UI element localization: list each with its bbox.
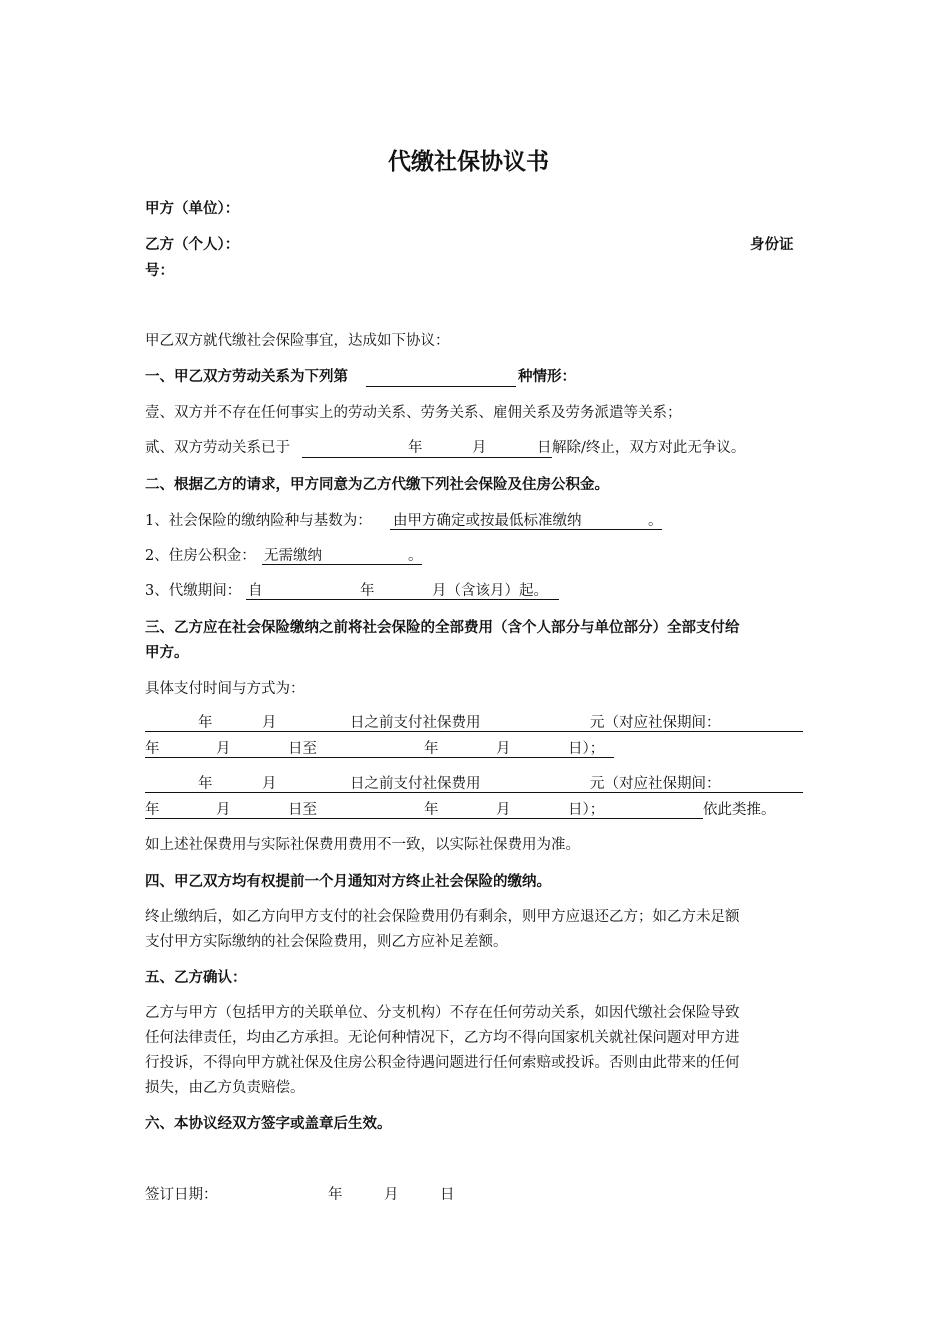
pay-year: 年 xyxy=(198,776,213,792)
section-2-item-3: 3、代缴期间： xyxy=(145,583,242,599)
pay-period-month: 月 xyxy=(216,802,231,818)
signing-day: 日 xyxy=(440,1187,455,1203)
section-2-heading: 二、根据乙方的请求，甲方同意为乙方代缴下列社会保险及住房公积金。 xyxy=(145,477,609,493)
blank-underline xyxy=(390,529,662,530)
party-b-label: 乙方（个人）： xyxy=(145,237,240,253)
section-5-heading: 五、乙方确认： xyxy=(145,970,247,986)
payment-intro: 具体支付时间与方式为： xyxy=(145,681,305,697)
fee-note: 如上述社保费用与实际社保费用费用不一致，以实际社保费用为准。 xyxy=(145,837,580,853)
date-month: 月 xyxy=(472,440,487,456)
intro-text: 甲乙双方就代缴社会保险事宜，达成如下协议： xyxy=(145,333,450,349)
blank-underline xyxy=(145,818,703,819)
section-5-paragraph-line-4: 损失，由乙方负责赔偿。 xyxy=(145,1080,305,1096)
blank-underline xyxy=(145,757,614,758)
pay-month: 月 xyxy=(262,776,277,792)
blank-underline xyxy=(246,599,559,600)
signing-month: 月 xyxy=(384,1187,399,1203)
section-3-heading: 三、乙方应在社会保险缴纳之前将社会保险的全部费用（含个人部分与单位部分）全部支付给 xyxy=(145,620,740,636)
pay-period-year-2: 年 xyxy=(424,741,439,757)
section-1-item-2-end: 解除/终止，双方对此无争议。 xyxy=(552,440,746,456)
pay-year: 年 xyxy=(198,715,213,731)
insurance-basis-value: 由甲方确定或按最低标准缴纳 xyxy=(393,513,582,529)
section-1-heading: 一、甲乙双方劳动关系为下列第 xyxy=(145,369,348,385)
blank-underline xyxy=(302,457,552,458)
blank-underline xyxy=(262,564,422,565)
housing-fund-value: 无需缴纳 xyxy=(264,548,322,564)
pay-amount: 元（对应社保期间： xyxy=(590,715,721,731)
id-card-label: 身份证 xyxy=(750,237,794,253)
pay-period-to: 日至 xyxy=(288,741,317,757)
period-from: 自 xyxy=(248,583,263,599)
period-year: 年 xyxy=(360,583,375,599)
pay-month: 月 xyxy=(262,715,277,731)
blank-underline xyxy=(145,792,803,793)
period-month: 月（含该月）起。 xyxy=(432,583,548,599)
section-6-heading: 六、本协议经双方签字或盖章后生效。 xyxy=(145,1116,392,1132)
id-card-label-cont: 号： xyxy=(145,263,174,279)
section-2-item-1: 1、社会保险的缴纳险种与基数为： xyxy=(145,513,372,529)
pay-before: 日之前支付社保费用 xyxy=(350,715,481,731)
section-4-paragraph-line-1: 终止缴纳后，如乙方向甲方支付的社会保险费用仍有剩余，则甲方应退还乙方；如乙方未足额 xyxy=(145,909,740,925)
pay-period-end: 日）； xyxy=(568,802,605,818)
section-1-item-2: 贰、双方劳动关系已于 xyxy=(145,440,290,456)
section-2-item-2: 2、住房公积金： xyxy=(145,548,256,564)
blank-underline xyxy=(366,386,516,387)
date-day: 日 xyxy=(537,440,552,456)
section-1-heading-end: 种情形： xyxy=(518,369,576,385)
pay-analogy: 依此类推。 xyxy=(703,802,776,818)
period-mark: 。 xyxy=(648,513,663,529)
section-4-paragraph-line-2: 支付甲方实际缴纳的社会保险费用，则乙方应补足差额。 xyxy=(145,934,508,950)
section-5-paragraph-line-2: 任何法律责任，均由乙方承担。无论何种情况下，乙方均不得向国家机关就社保问题对甲方进 xyxy=(145,1030,740,1046)
blank-underline xyxy=(145,731,803,732)
section-5-paragraph-line-3: 行投诉，不得向甲方就社保及住房公积金待遇问题进行任何索赔或投诉。否则由此带来的任何 xyxy=(145,1055,740,1071)
party-a-label: 甲方（单位）： xyxy=(145,201,240,217)
pay-period-year-2: 年 xyxy=(424,802,439,818)
pay-period-year: 年 xyxy=(145,741,160,757)
section-1-item-1: 壹、双方并不存在任何事实上的劳动关系、劳务关系、雇佣关系及劳务派遣等关系； xyxy=(145,405,682,421)
signing-date-label: 签订日期： xyxy=(145,1187,218,1203)
signing-year: 年 xyxy=(328,1187,343,1203)
pay-period-month: 月 xyxy=(216,741,231,757)
pay-before: 日之前支付社保费用 xyxy=(350,776,481,792)
pay-amount: 元（对应社保期间： xyxy=(590,776,721,792)
period-mark: 。 xyxy=(408,548,423,564)
section-4-heading: 四、甲乙双方均有权提前一个月通知对方终止社会保险的缴纳。 xyxy=(145,874,551,890)
pay-period-month-2: 月 xyxy=(496,741,511,757)
pay-period-end: 日）； xyxy=(568,741,605,757)
pay-period-month-2: 月 xyxy=(496,802,511,818)
section-3-heading-cont: 甲方。 xyxy=(145,645,189,661)
date-year: 年 xyxy=(408,440,423,456)
document-title: 代缴社保协议书 xyxy=(388,149,549,175)
section-5-paragraph-line-1: 乙方与甲方（包括甲方的关联单位、分支机构）不存在任何劳动关系，如因代缴社会保险导致 xyxy=(145,1005,740,1021)
pay-period-to: 日至 xyxy=(288,802,317,818)
pay-period-year: 年 xyxy=(145,802,160,818)
